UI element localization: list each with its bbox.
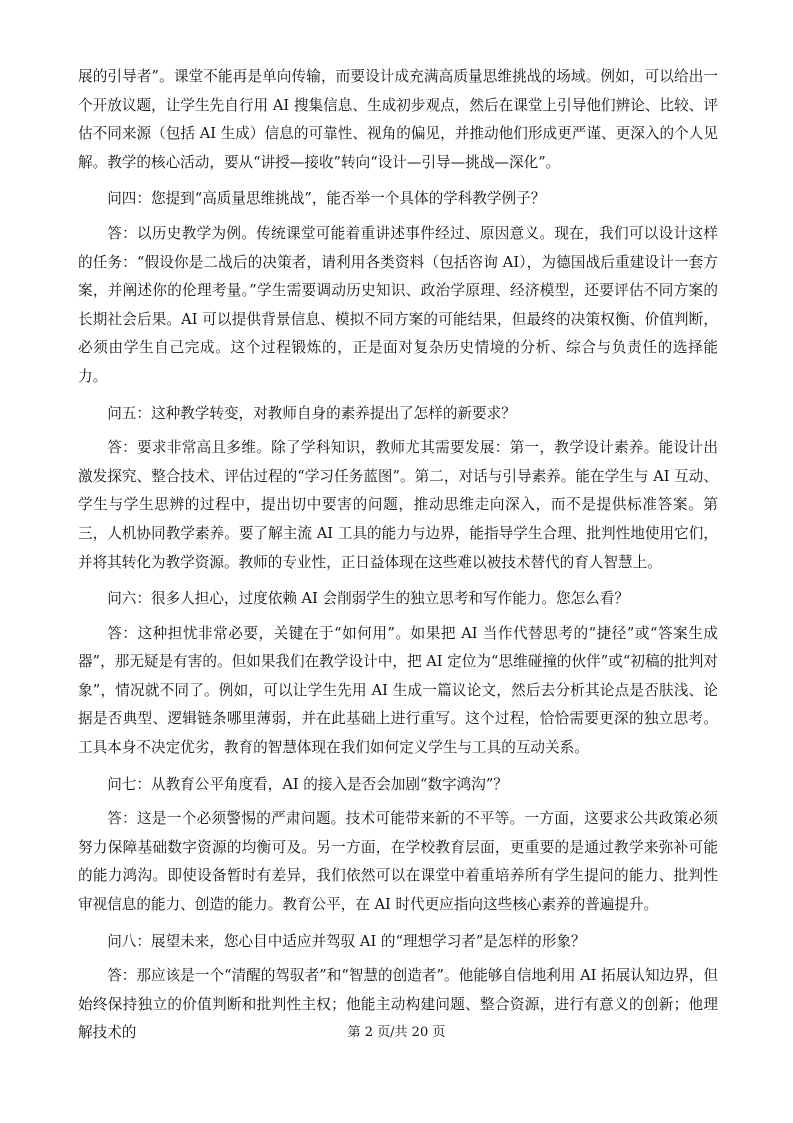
page-number-footer: 第 2 页/共 20 页 bbox=[347, 1025, 446, 1040]
question-8: 问八：展望未来，您心目中适应并驾驭 AI 的“理想学习者”是怎样的形象？ bbox=[107, 932, 586, 950]
answer-5: 答：要求非常高且多维。除了学科知识，教师尤其需要发展：第一，教学设计素养。能设计出激发探究、整合技术、评估过程的“学习任务蓝图”。第二，对话与引导素养。能在学生与 AI 互动、学生与学生思辨的过程中，提出切中要害的问题，推动思维走向深入，而不是提供标准答案。第三，人机协同教学素养。要了解主流 AI 工具的能力与边界，能指导学生合理、批判性地使用它们，并将其转化为教学资源。教师的专业性，正日益体现在这些难以被技术替代的育人智慧上。 bbox=[78, 439, 718, 571]
question-7: 问七：从教育公平角度看，AI 的接入是否会加剧“数字鸿沟”？ bbox=[107, 775, 508, 793]
question-5: 问五：这种教学转变，对教师自身的素养提出了怎样的新要求？ bbox=[107, 404, 516, 422]
answer-6: 答：这种担忧非常必要，关键在于“如何用”。如果把 AI 当作代替思考的“捷径”或“答案生成器”，那无疑是有害的。但如果我们在教学设计中，把 AI 定位为“思维碰撞的伙伴”或“初稿的批判对象”，情况就不同了。例如，可以让学生先用 AI 生成一篇议论文，然后去分析其论点是否肤浅、论据是否典型、逻辑链条哪里薄弱，并在此基础上进行重写。这个过程，恰恰需要更深的独立思考。工具本身不决定优劣，教育的智慧体现在我们如何定义学生与工具的互动关系。 bbox=[78, 624, 718, 757]
question-6: 问六：很多人担心，过度依赖 AI 会削弱学生的独立思考和写作能力。您怎么看？ bbox=[107, 590, 629, 608]
document-body bbox=[78, 63, 718, 1056]
question-4: 问四：您提到“高质量思维挑战”，能否举一个具体的学科教学例子？ bbox=[107, 190, 546, 208]
answer-4: 答：以历史教学为例。传统课堂可能着重讲述事件经过、原因意义。现在，我们可以设计这样的任务：“假设你是二战后的决策者，请利用各类资料（包括咨询 AI），为德国战后重建设计一套方案，并阐述你的伦理考量。”学生需要调动历史知识、政治学原理、经济模型，还要评估不同方案的长期社会后果。AI 可以提供背景信息、模拟不同方案的可能结果，但最终的决策权衡、价值判断，必须由学生自己完成。这个过程锻炼的，正是面对复杂历史情境的分析、综合与负责任的选择能力。 bbox=[78, 224, 718, 385]
answer-8: 答：那应该是一个“清醒的驾驭者”和“智慧的创造者”。他能够自信地利用 AI 拓展认知边界，但始终保持独立的价值判断和批判性主权；他能主动构建问题、整合资源，进行有意义的创新；他理解技术的 bbox=[78, 967, 718, 1042]
answer-7: 答：这是一个必须警惕的严肃问题。技术可能带来新的不平等。一方面，这要求公共政策必须努力保障基础数字资源的均衡可及。另一方面，在学校教育层面，更重要的是通过教学来弥补可能的能力鸿沟。即使设备暂时有差异，我们依然可以在课堂中着重培养所有学生提问的能力、批判性审视信息的能力、创造的能力。教育公平，在 AI 时代更应指向这些核心素养的普遍提升。 bbox=[78, 810, 718, 914]
paragraph-continuation: 展的引导者”。课堂不能再是单向传输，而要设计成充满高质量思维挑战的场域。例如，可以给出一个开放议题，让学生先自行用 AI 搜集信息、生成初步观点，然后在课堂上引导他们辨论、比较、评估不同来源（包括 AI 生成）信息的可靠性、视角的偏见，并推动他们形成更严谨、更深入的个人见解。教学的核心活动，要从“讲授—接收”转向“设计—引导—挑战—深化”。 bbox=[78, 68, 718, 171]
